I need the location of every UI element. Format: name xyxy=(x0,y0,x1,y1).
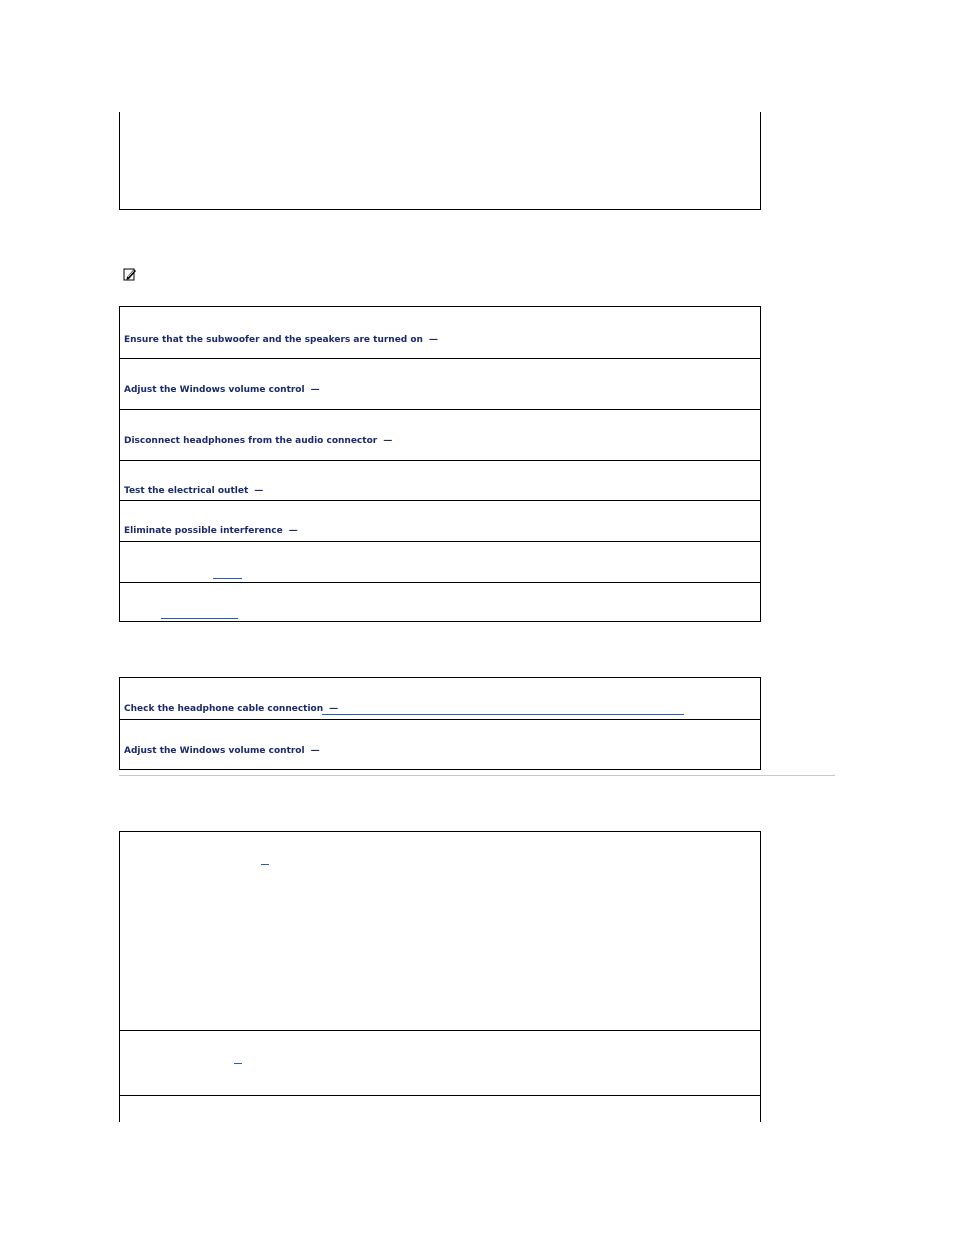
table-row xyxy=(120,1095,760,1123)
hyperlink-underline[interactable] xyxy=(234,1063,242,1064)
hyperlink-underline[interactable] xyxy=(261,864,269,865)
bottom-table xyxy=(119,831,761,1122)
table-row xyxy=(120,409,760,460)
top-partial-box xyxy=(119,112,761,210)
hyperlink-underline[interactable] xyxy=(213,578,242,579)
table-row xyxy=(120,358,760,409)
row-title: Ensure that the subwoofer and the speakers are turned on — xyxy=(124,335,438,345)
note-pencil-icon xyxy=(123,267,137,281)
table-row xyxy=(120,678,760,719)
row-title: Adjust the Windows volume control — xyxy=(124,746,320,756)
row-title: Disconnect headphones from the audio connector — xyxy=(124,436,393,446)
table-row xyxy=(120,541,760,582)
hyperlink-underline[interactable] xyxy=(161,618,238,619)
headphone-table xyxy=(119,677,761,770)
row-title: Eliminate possible interference — xyxy=(124,526,298,536)
row-title: Adjust the Windows volume control — xyxy=(124,385,320,395)
table-row xyxy=(120,500,760,541)
table-row xyxy=(120,1030,760,1095)
table-row xyxy=(120,307,760,358)
table-row xyxy=(120,460,760,500)
row-title: Test the electrical outlet — xyxy=(124,486,264,496)
section-divider xyxy=(119,775,835,776)
troubleshoot-table xyxy=(119,306,761,622)
table-row xyxy=(120,582,760,622)
row-title: Check the headphone cable connection — xyxy=(124,704,339,714)
table-row xyxy=(120,832,760,1030)
hyperlink-underline[interactable] xyxy=(322,714,684,715)
table-row xyxy=(120,719,760,770)
